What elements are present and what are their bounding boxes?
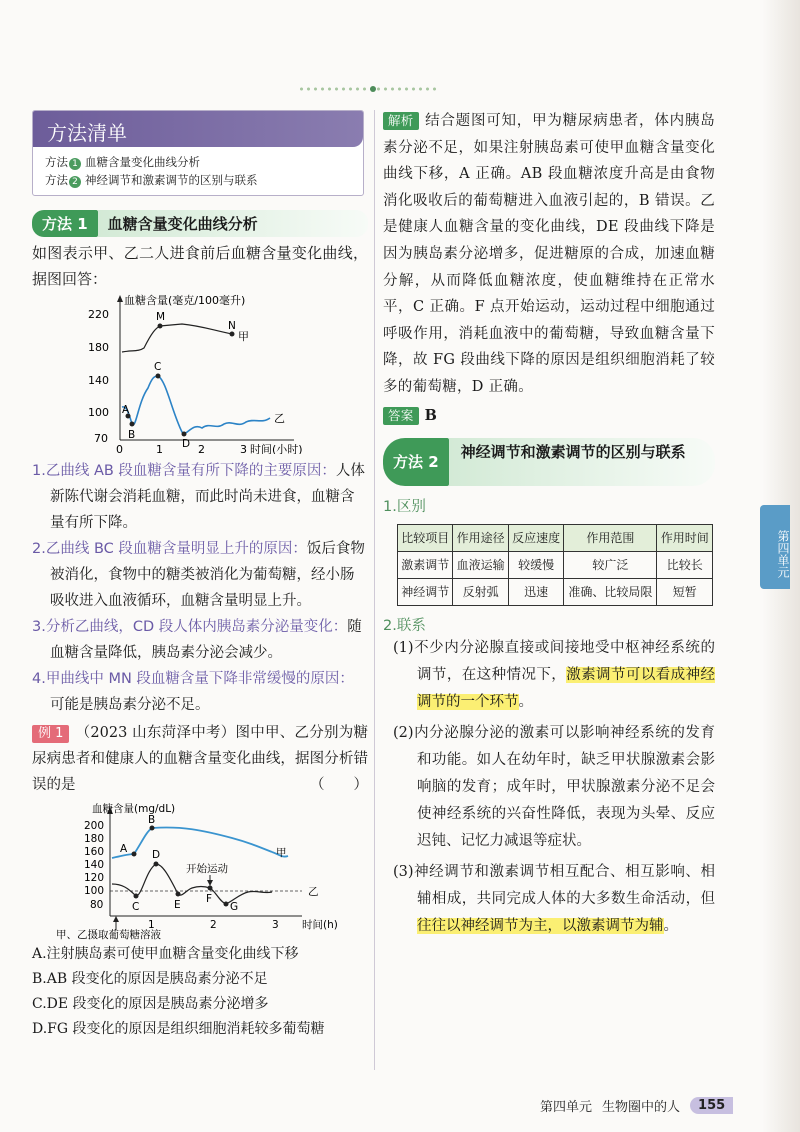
chart1-ytick: 140 — [88, 374, 109, 387]
method2-sub2: 2.联系 — [383, 618, 426, 635]
table-cell: 比较长 — [657, 552, 713, 579]
chart1-ytick: 220 — [88, 308, 109, 321]
example-tag: 例 1 — [32, 725, 69, 743]
page-footer — [540, 1096, 733, 1115]
question-item: 2.乙曲线 BC 段血糖含量明显上升的原因：饭后食物被消化，食物中的糖类被消化为葡萄糖，经小肠吸收进入血液循环，血糖含量明显上升。 — [32, 541, 365, 609]
choice-item: D.FG 段变化的原因是组织细胞消耗较多葡萄糖 — [32, 1021, 325, 1037]
chart2-point-label: B — [148, 814, 156, 826]
highlighted-text: 往往以神经调节为主，以激素调节为辅 — [417, 918, 664, 935]
page-number: 155 — [690, 1097, 733, 1114]
method2-sub1: 1.区别 — [383, 499, 426, 516]
analysis-paragraph: 解析 结合题图可知，甲为糖尿病患者，体内胰岛素分泌不足，如果注射胰岛素可使甲血糖含量变化曲线下移，A 正确。AB 段血糖浓度升高是由食物消化吸收后的葡萄糖进入血液引起的，B 错误。乙是健康人血糖含量的变化曲线，DE 段曲线下降是因为胰岛素分泌增多，促进糖原的合成，加速血糖分解，从而降低血糖浓度，使血糖维持在正常水平，C 正确。F 点开始运动，运动过程中细胞通过呼吸作用，消耗血液中的葡萄糖，导致血糖含量下降，故 FG 段曲线下降的原因是组织细胞消耗了较多的葡萄糖，D 正确。 — [383, 113, 715, 395]
chart2-point — [132, 852, 137, 857]
table-header-cell: 反应速度 — [508, 525, 563, 552]
chart2-xtick: 1 — [148, 919, 155, 931]
chart2-point-label: F — [206, 893, 213, 905]
chart1-series-jia — [122, 324, 232, 352]
table-cell: 准确、比较局限 — [564, 579, 657, 606]
chart1-point — [182, 432, 187, 437]
method1-questions — [32, 458, 368, 718]
chart2-blood-sugar — [32, 802, 368, 940]
chart1-point-label: B — [128, 429, 136, 441]
method2-title: 神经调节和激素调节的区别与联系 — [449, 438, 715, 486]
chart1-xtick: 1 — [156, 443, 163, 454]
chart1-y-arrow-icon — [117, 295, 123, 302]
answer-value: B — [424, 406, 438, 424]
table-header-cell: 比较项目 — [398, 525, 453, 552]
highlighted-text: 激素调节可以看成神经调节的一个环节 — [417, 667, 716, 711]
comparison-table — [397, 524, 713, 606]
chart1-point-label: N — [228, 320, 236, 332]
chart1-point-label: A — [122, 404, 130, 416]
table-header-cell: 作用范围 — [564, 525, 657, 552]
chart1-ylabel: 血糖含量(毫克/100毫升) — [124, 294, 246, 307]
method1-header — [32, 210, 368, 236]
chart2-point — [150, 826, 155, 831]
chart1-point — [158, 324, 163, 329]
chart1-xtick: 2 — [198, 443, 205, 454]
chart2-point-label: D — [152, 849, 161, 861]
example-choices — [32, 942, 368, 1042]
chart2-point — [208, 886, 213, 891]
chart1-ytick: 70 — [94, 432, 108, 445]
chart1-series-yi — [122, 376, 270, 433]
method1-title: 血糖含量变化曲线分析 — [98, 210, 368, 237]
relation-point: (3)神经调节和激素调节相互配合、相互影响、相辅相成，共同完成人体的大多数生命活动，但往往以神经调节为主，以激素调节为辅。 — [393, 864, 715, 935]
choice-item: A.注射胰岛素可使甲血糖含量变化曲线下移 — [32, 946, 299, 962]
choice-item: B.AB 段变化的原因是胰岛素分泌不足 — [32, 971, 268, 987]
answer-tag: 答案 — [383, 407, 419, 425]
chart2-series-label: 乙 — [308, 886, 319, 898]
chart1-point-label: D — [182, 438, 191, 450]
chart2-ytick: 160 — [84, 846, 105, 858]
chart1-point-label: M — [156, 311, 166, 323]
table-cell: 血液运输 — [453, 552, 508, 579]
footer-unit: 第四单元 — [540, 1100, 593, 1115]
chart2-annotation: 开始运动 — [186, 863, 228, 875]
chart2-xlabel: 时间(h) — [302, 919, 338, 931]
analysis-tag: 解析 — [383, 112, 419, 130]
column-divider — [374, 110, 375, 1070]
footer-title: 生物圈中的人 — [602, 1100, 681, 1115]
table-header-cell: 作用时间 — [657, 525, 713, 552]
method2-header — [383, 437, 715, 487]
chart1-point — [156, 374, 161, 379]
chart1-point-label: C — [154, 361, 162, 373]
unit-side-tab[interactable]: 第四单元 — [760, 505, 790, 589]
chart2-point — [224, 902, 229, 907]
answer-line — [383, 403, 715, 430]
example-stem: 例 1 （2023 山东菏泽中考）图中甲、乙分别为糖尿病患者和健康人的血糖含量变化曲线，据图分析错误的是 （ ） — [32, 720, 368, 798]
relation-point: (2)内分泌腺分泌的激素可以影响神经系统的发育和功能。如人在幼年时，缺乏甲状腺激素会影响脑的发育；成年时，甲状腺激素分泌不足会使神经系统的兴奋性降低，表现为头晕、反应迟钝、记忆力减退等症状。 — [393, 725, 715, 850]
decorative-dot-line — [298, 86, 438, 92]
table-header-row — [398, 525, 713, 552]
table-row — [398, 579, 713, 606]
method2-tag: 方法 2 — [383, 438, 449, 486]
table-cell: 短暂 — [657, 579, 713, 606]
relation-point: (1)不少内分泌腺直接或间接地受中枢神经系统的调节，在这种情况下，激素调节可以看成神经调节的一个环节。 — [393, 640, 716, 711]
chart2-ytick: 180 — [84, 833, 105, 845]
chart2-ytick: 140 — [84, 859, 105, 871]
chart2-ylabel: 血糖含量(mg/dL) — [92, 803, 176, 815]
method-list-item: 方法 2 神经调节和激素调节的区别与联系 — [45, 173, 258, 187]
chart2-point — [154, 862, 159, 867]
number-badge-icon: 1 — [69, 158, 81, 170]
chart2-intake-arrow-icon — [113, 916, 119, 922]
chart2-ytick: 120 — [84, 872, 105, 884]
chart2-point-label: G — [230, 901, 239, 913]
table-header-cell: 作用途径 — [453, 525, 508, 552]
chart1-ytick: 100 — [88, 406, 109, 419]
chart2-point — [176, 892, 181, 897]
answer-bracket: （ ） — [310, 777, 368, 793]
chart1-xtick: 0 — [116, 443, 123, 454]
table-cell: 较缓慢 — [508, 552, 563, 579]
chart2-point-label: C — [132, 901, 140, 913]
chart1-xlabel: 时间(小时) — [250, 443, 303, 454]
number-badge-icon: 2 — [69, 176, 81, 188]
method-list-box — [32, 110, 364, 196]
method-list-item: 方法 1 血糖含量变化曲线分析 — [45, 155, 200, 169]
table-cell: 较广泛 — [564, 552, 657, 579]
chart2-ytick: 200 — [84, 820, 105, 832]
chart2-annotation-arrow-icon — [207, 880, 213, 886]
table-cell: 神经调节 — [398, 579, 453, 606]
chart2-xtick: 3 — [272, 919, 279, 931]
chart1-series-label: 乙 — [274, 412, 285, 425]
left-column — [32, 110, 368, 1042]
decorative-dot — [370, 86, 376, 92]
chart2-xtick: 2 — [210, 919, 217, 931]
chart2-ytick: 80 — [90, 899, 104, 911]
chart2-point-label: A — [120, 843, 128, 855]
table-row — [398, 552, 713, 579]
chart1-point — [230, 332, 235, 337]
method1-tag: 方法 1 — [32, 210, 98, 237]
question-item: 3.分析乙曲线，CD 段人体内胰岛素分泌量变化：随血糖含量降低，胰岛素分泌会减少。 — [32, 619, 362, 661]
chart2-point-label: E — [174, 899, 181, 911]
chart1-blood-sugar — [32, 292, 368, 454]
choice-item: C.DE 段变化的原因是胰岛素分泌增多 — [32, 996, 269, 1012]
chart1-xtick: 3 — [240, 443, 247, 454]
chart2-point — [134, 894, 139, 899]
method-list-body — [33, 147, 363, 195]
chart2-bottom-note: 甲、乙摄取葡萄糖溶液 — [56, 929, 161, 940]
table-cell: 迅速 — [508, 579, 563, 606]
question-item: 4.甲曲线中 MN 段血糖含量下降非常缓慢的原因：可能是胰岛素分泌不足。 — [32, 671, 354, 713]
table-cell: 反射弧 — [453, 579, 508, 606]
chart1-ytick: 180 — [88, 341, 109, 354]
chart1-series-label: 甲 — [238, 330, 249, 343]
right-column — [383, 108, 715, 940]
method1-intro: 如图表示甲、乙二人进食前后血糖含量变化曲线，据图回答： — [32, 244, 368, 288]
chart2-series-label: 甲 — [276, 847, 287, 859]
table-cell: 激素调节 — [398, 552, 453, 579]
question-item: 1.乙曲线 AB 段血糖含量有所下降的主要原因：人体新陈代谢会消耗血糖，而此时尚未进食，血糖含量有所下降。 — [32, 463, 365, 531]
method-list-title: 方法清单 — [33, 111, 363, 147]
chart2-ytick: 100 — [84, 885, 105, 897]
chart1-point — [130, 422, 135, 427]
